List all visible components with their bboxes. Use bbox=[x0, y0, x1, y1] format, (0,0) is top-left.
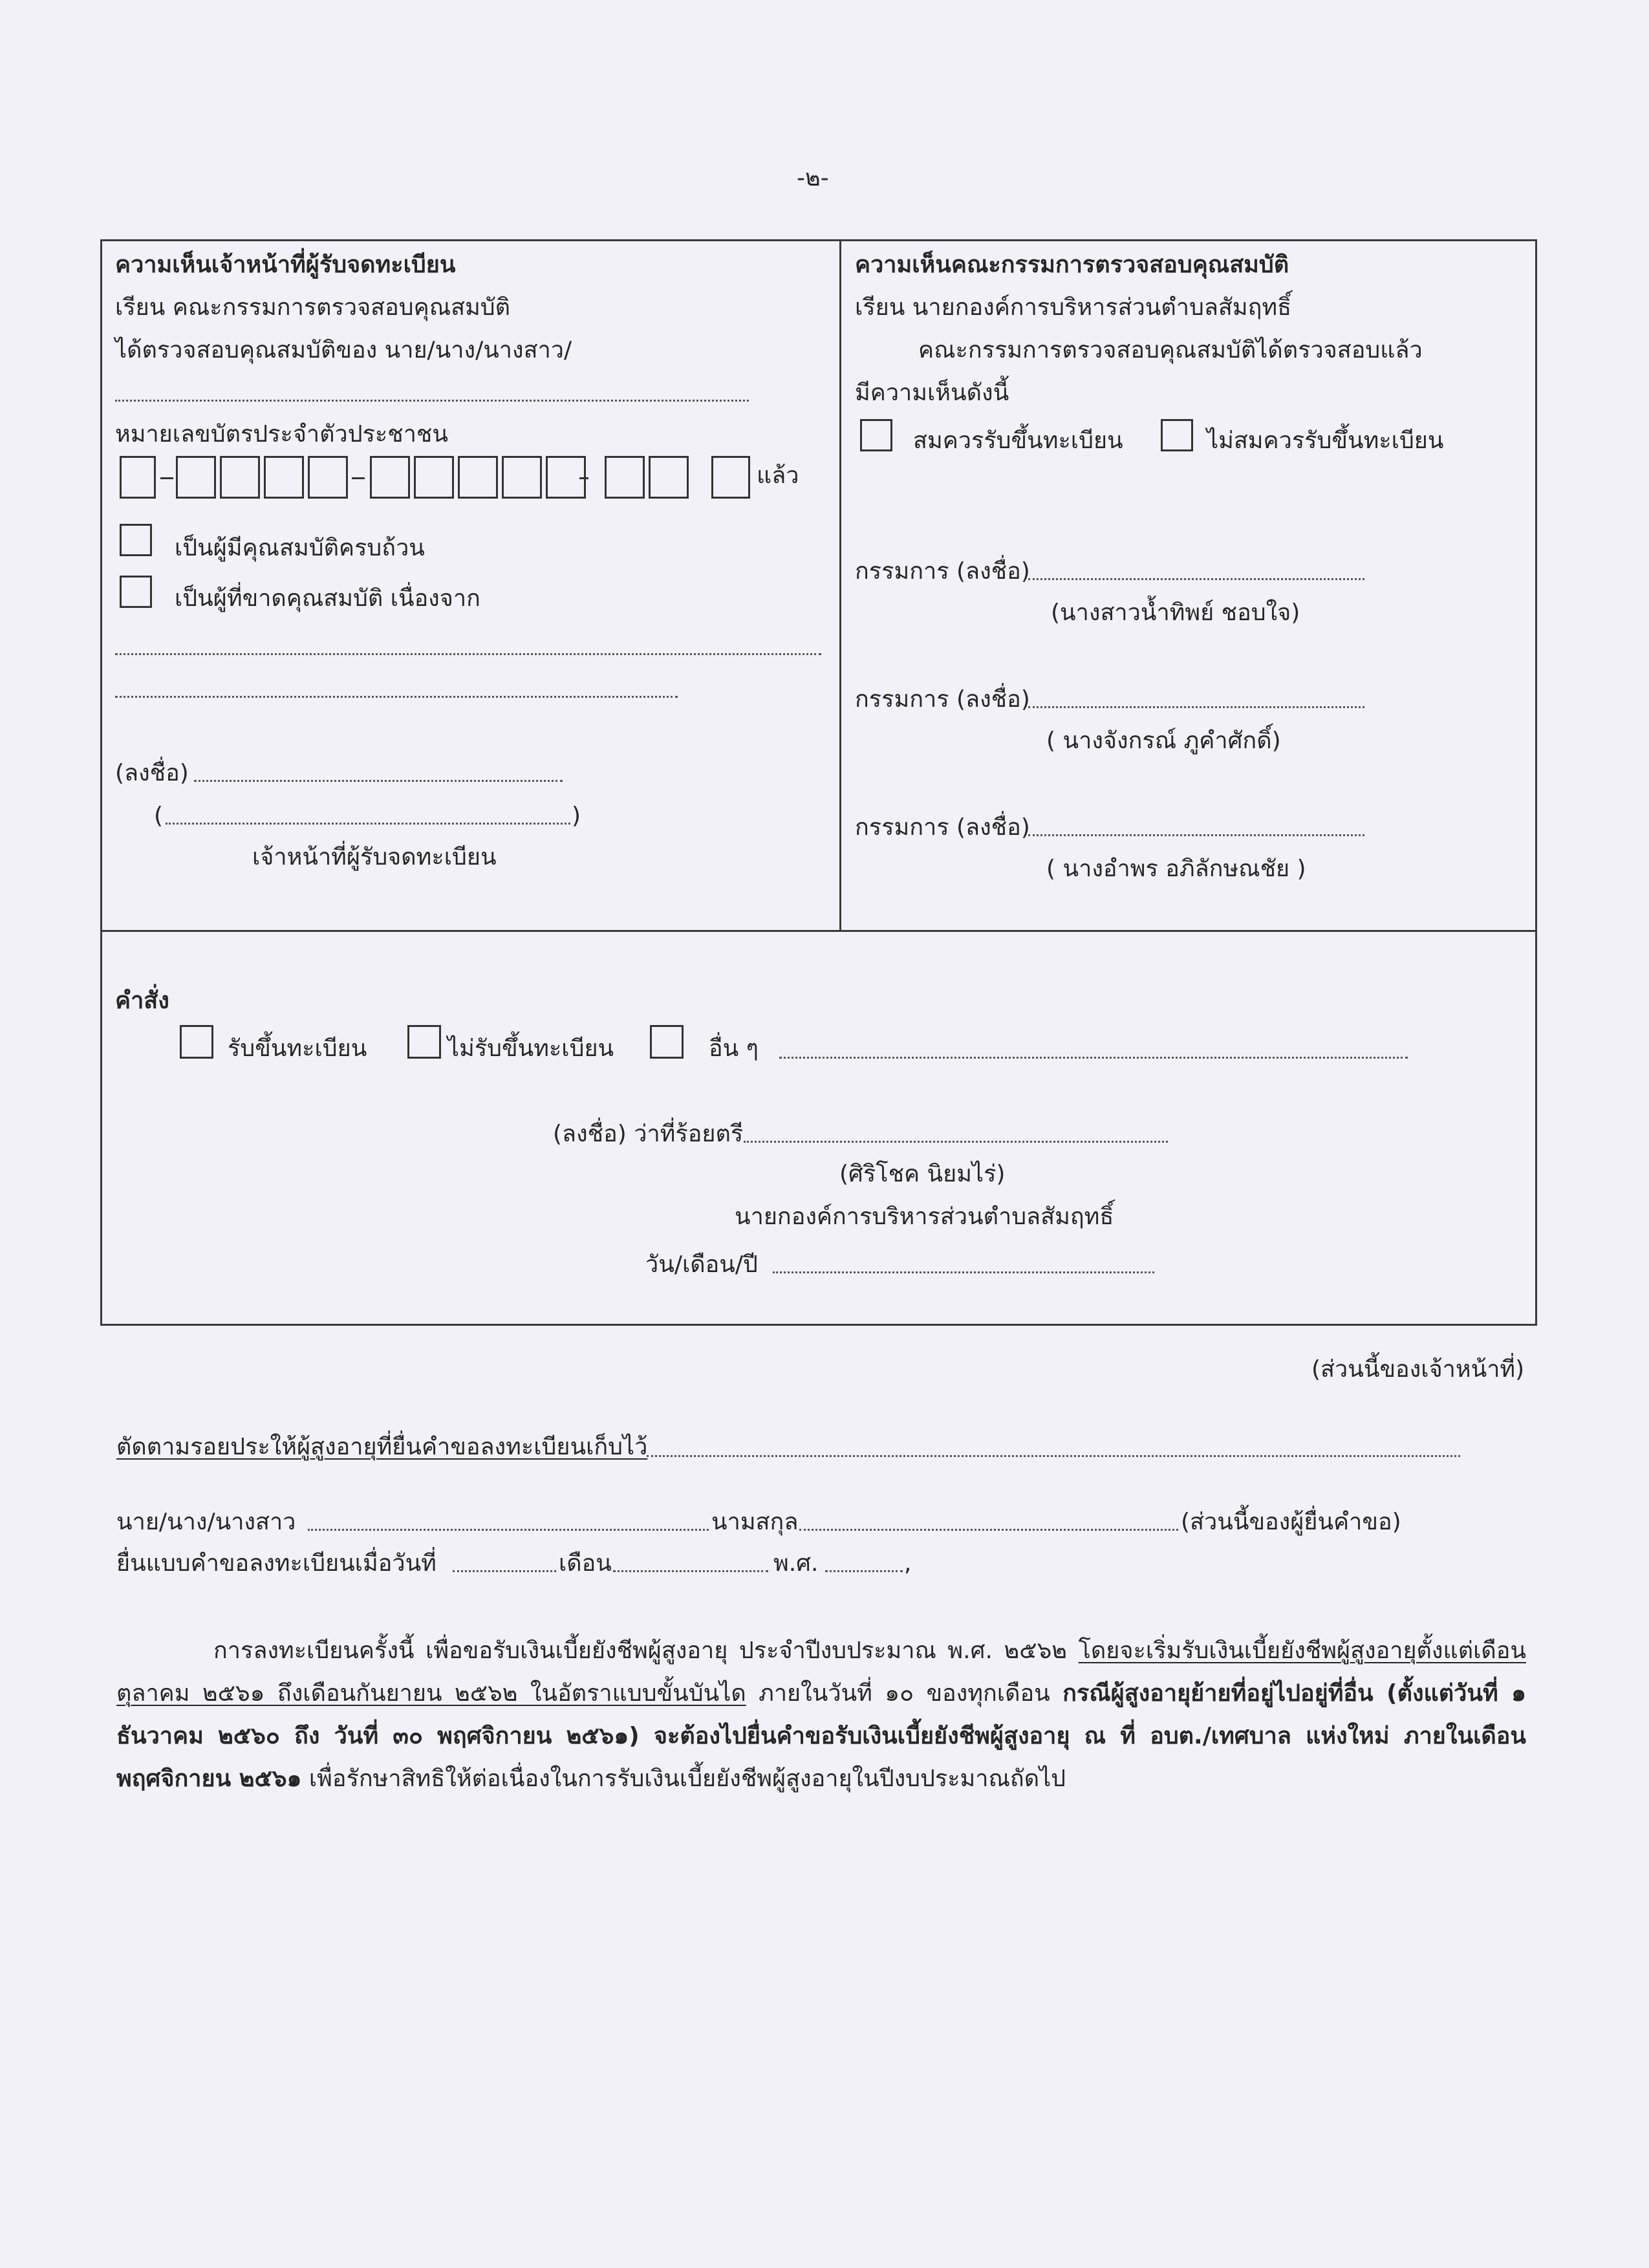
member-2-label: กรรมการ (ลงชื่อ) bbox=[855, 686, 1030, 713]
unqualified-label: เป็นผู้ที่ขาดคุณสมบัติ เนื่องจาก bbox=[175, 585, 480, 612]
committee-salutation: เรียน นายกองค์การบริหารส่วนตำบลสัมฤทธิ์ bbox=[855, 294, 1292, 321]
receipt-year-field[interactable] bbox=[825, 1570, 903, 1572]
id-digit-box[interactable] bbox=[120, 456, 156, 499]
notice-s4: กรณีผู้สูงอายุย้ายที่อยู่ไปอยู่ที่อื่น (ตั้งแต่วันที่ ๑ ธันวาคม ๒๕๖๐ ถึง วันที่ ๓๐ พฤศจิกายน ๒๕๖๑) จะต้องไปยื่นคำขอรับเงินเบี้ยยังชีพผู้สูงอายุ ณ ที่ อบต./เทศบาล แห่งใหม่ ภายในเดือน พฤศจิกายน ๒๕๖๑ bbox=[116, 1680, 1526, 1792]
id-separator bbox=[352, 477, 365, 479]
order-date-label: วัน/เดือน/ปี bbox=[645, 1251, 758, 1278]
applicant-name-field[interactable] bbox=[115, 400, 749, 402]
notice-s1: การลงทะเบียนครั้งนี้ เพื่อขอรับเงินเบี้ยยังชีพผู้สูงอายุ ประจำปีงบประมาณ พ.ศ. ๒๕๖๒ bbox=[213, 1637, 1079, 1664]
officer-role: เจ้าหน้าที่ผู้รับจดทะเบียน bbox=[252, 844, 497, 870]
other-detail-field[interactable] bbox=[779, 1057, 1408, 1059]
unqualified-checkbox[interactable] bbox=[120, 576, 152, 608]
other-checkbox[interactable] bbox=[650, 1025, 684, 1059]
approve-label: สมควรรับขึ้นทะเบียน bbox=[913, 427, 1123, 454]
receipt-surname-field[interactable] bbox=[799, 1529, 1178, 1531]
notice-s3: ภายในวันที่ ๑๐ ของทุกเดือน bbox=[746, 1680, 1063, 1707]
decline-label: ไม่รับขึ้นทะเบียน bbox=[447, 1035, 614, 1062]
officer-checked-line: ได้ตรวจสอบคุณสมบัติของ นาย/นาง/นางสาว/ bbox=[115, 337, 572, 363]
signer-title: นายกองค์การบริหารส่วนตำบลสัมฤทธิ์ bbox=[735, 1204, 1114, 1230]
accept-checkbox[interactable] bbox=[180, 1025, 213, 1059]
id-card-label: หมายเลขบัตรประจำตัวประชาชน bbox=[115, 421, 448, 448]
cut-line bbox=[647, 1455, 1460, 1457]
member-2-signature-field[interactable] bbox=[1028, 706, 1364, 708]
receipt-day-field[interactable] bbox=[453, 1570, 556, 1572]
signer-name: (ศิริโชค นิยมไร่) bbox=[839, 1161, 1006, 1187]
officer-section-title: ความเห็นเจ้าหน้าที่ผู้รับจดทะเบียน bbox=[115, 252, 456, 278]
id-separator bbox=[160, 477, 173, 479]
notice-s5: เพื่อรักษาสิทธิให้ต่อเนื่องในการรับเงินเบี้ยยังชีพผู้สูงอายุในปีงบประมาณถัดไป bbox=[301, 1766, 1066, 1792]
other-label: อื่น ๆ bbox=[709, 1035, 759, 1062]
id-digit-box[interactable] bbox=[502, 456, 542, 499]
receipt-month-field[interactable] bbox=[613, 1570, 768, 1572]
section-divider bbox=[100, 930, 1537, 932]
order-signature-field[interactable] bbox=[744, 1141, 1168, 1143]
reject-label: ไม่สมควรรับขึ้นทะเบียน bbox=[1207, 427, 1444, 454]
receipt-name-label: นาย/นาง/นางสาว bbox=[116, 1509, 296, 1535]
officer-paren-close: ) bbox=[572, 803, 581, 829]
member-2-name: ( นางจังกรณ์ ภูคำศักดิ์) bbox=[1046, 728, 1281, 754]
id-digit-box[interactable] bbox=[370, 456, 410, 499]
officer-signature-field[interactable] bbox=[194, 780, 563, 782]
notice-s2: โดยจะเริ่มรับเงินเบี้ยยังชีพผู้สูงอายุตั้งแต่เดือน ตุลาคม ๒๕๖๑ ถึงเดือนกันยายน ๒๕๖๒ ในอัตราแบบขั้นบันได bbox=[116, 1637, 1526, 1707]
member-1-name: (นางสาวน้ำทิพย์ ชอบใจ) bbox=[1051, 599, 1300, 626]
officer-paren-open: ( bbox=[154, 803, 164, 829]
order-title: คำสั่ง bbox=[115, 988, 169, 1014]
officer-name-field[interactable] bbox=[166, 823, 570, 825]
applicant-note: (ส่วนนี้ของผู้ยื่นคำขอ) bbox=[1181, 1509, 1401, 1535]
accept-label: รับขึ้นทะเบียน bbox=[228, 1035, 367, 1062]
officer-note: (ส่วนนี้ของเจ้าหน้าที่) bbox=[1311, 1356, 1525, 1383]
column-divider bbox=[839, 239, 841, 931]
page-number: -๒- bbox=[797, 165, 829, 191]
member-1-label: กรรมการ (ลงชื่อ) bbox=[855, 558, 1030, 585]
id-digit-box[interactable] bbox=[711, 456, 750, 499]
order-date-field[interactable] bbox=[773, 1271, 1154, 1273]
approve-checkbox[interactable] bbox=[860, 419, 892, 451]
cut-line-text: ตัดตามรอยประให้ผู้สูงอายุที่ยื่นคำขอลงทะเบียนเก็บไว้ bbox=[116, 1434, 648, 1460]
receipt-surname-label: นามสกุล bbox=[711, 1509, 799, 1535]
committee-section-title: ความเห็นคณะกรรมการตรวจสอบคุณสมบัติ bbox=[855, 252, 1289, 278]
id-digit-box[interactable] bbox=[458, 456, 498, 499]
id-digit-box[interactable] bbox=[414, 456, 454, 499]
reason-field-1[interactable] bbox=[115, 653, 821, 655]
member-3-signature-field[interactable] bbox=[1028, 834, 1364, 836]
form-frame bbox=[100, 239, 1537, 1326]
id-suffix: แล้ว bbox=[757, 462, 799, 489]
id-separator bbox=[579, 477, 588, 479]
committee-line-2: มีความเห็นดังนี้ bbox=[855, 380, 1009, 406]
member-3-name: ( นางอำพร อภิลักษณชัย ) bbox=[1046, 856, 1306, 882]
notice-paragraph bbox=[116, 1630, 1526, 1800]
member-3-label: กรรมการ (ลงชื่อ) bbox=[855, 814, 1030, 841]
id-digit-box[interactable] bbox=[176, 456, 216, 499]
id-digit-box[interactable] bbox=[264, 456, 304, 499]
qualified-label: เป็นผู้มีคุณสมบัติครบถ้วน bbox=[175, 535, 425, 561]
id-digit-box[interactable] bbox=[220, 456, 260, 499]
order-sign-label: (ลงชื่อ) ว่าที่ร้อยตรี bbox=[553, 1121, 744, 1147]
committee-line-1: คณะกรรมการตรวจสอบคุณสมบัติได้ตรวจสอบแล้ว bbox=[918, 337, 1423, 363]
officer-salutation: เรียน คณะกรรมการตรวจสอบคุณสมบัติ bbox=[115, 294, 511, 321]
receipt-name-field[interactable] bbox=[308, 1529, 709, 1531]
qualified-checkbox[interactable] bbox=[120, 524, 152, 556]
receipt-trailing-comma: , bbox=[904, 1550, 912, 1577]
receipt-month-label: เดือน bbox=[559, 1550, 612, 1577]
reject-checkbox[interactable] bbox=[1161, 419, 1193, 451]
decline-checkbox[interactable] bbox=[407, 1025, 441, 1059]
id-digit-box[interactable] bbox=[605, 456, 645, 499]
member-1-signature-field[interactable] bbox=[1028, 578, 1364, 580]
reason-field-2[interactable] bbox=[115, 696, 678, 698]
id-digit-box[interactable] bbox=[308, 456, 348, 499]
receipt-date-label: ยื่นแบบคำขอลงทะเบียนเมื่อวันที่ bbox=[116, 1550, 436, 1577]
officer-sign-label: (ลงชื่อ) bbox=[115, 760, 189, 786]
receipt-year-label: พ.ศ. bbox=[773, 1550, 819, 1577]
id-digit-box[interactable] bbox=[649, 456, 689, 499]
